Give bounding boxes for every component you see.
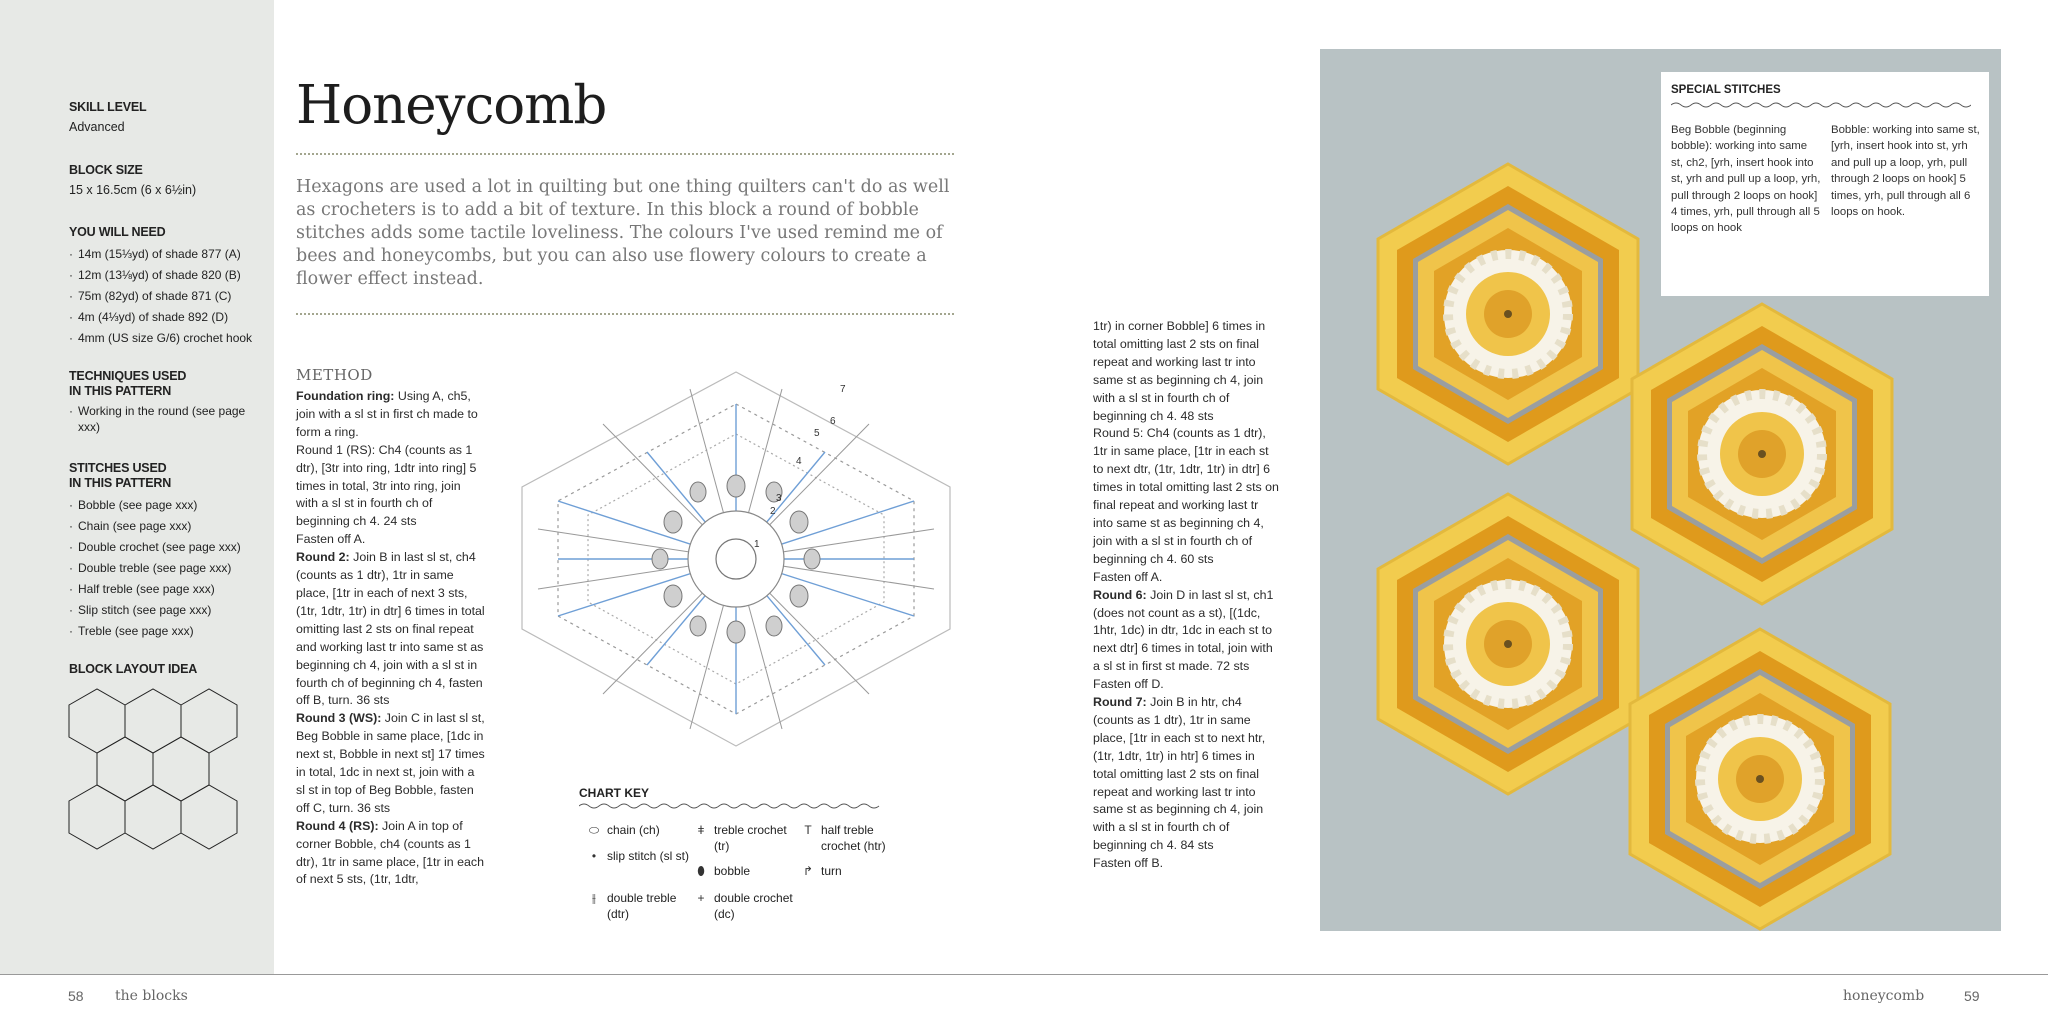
fasten-off-b: Fasten off B. [1093, 856, 1164, 871]
method-heading: METHOD [296, 366, 373, 384]
block-layout-heading: BLOCK LAYOUT IDEA [69, 662, 198, 676]
special-stitches-box [1661, 72, 1989, 296]
method-column-1 [296, 388, 486, 889]
block-layout-section [69, 662, 269, 677]
round-7-text: Join B in htr, ch4 (counts as 1 dtr), 1tr in same place, [1tr in each st to next htr, (1tr, 1dtr, 1tr) in htr] 6 times in total omitting last 2 sts on final repeat and working last tr into same st as beginning ch 4, join with a sl st in fourth ch of beginning ch 4. 84 sts [1093, 695, 1266, 853]
double-crochet-icon: + [697, 891, 705, 905]
key-half-treble: T half treble crochet (htr) [821, 822, 911, 854]
technique-item: · Working in the round (see page xxx) [69, 403, 254, 435]
round-7-label: Round 7: [1093, 695, 1147, 710]
slip-stitch-icon: • [591, 849, 597, 863]
you-will-need-section [69, 225, 269, 349]
round-1-text: Round 1 (RS): Ch4 (counts as 1 dtr), [3tr into ring, 1dtr into ring] 5 times in total, 3tr into ring, join with a sl st in fourth ch of beginning ch 4. 24 sts [296, 442, 477, 529]
chart-label: 4 [796, 456, 802, 467]
techniques-heading-2: IN THIS PATTERN [69, 384, 172, 398]
fasten-off-a-2: Fasten off A. [1093, 569, 1163, 584]
block-size-heading: BLOCK SIZE [69, 163, 143, 177]
round-5-text: Round 5: Ch4 (counts as 1 dtr), 1tr in same place, [1tr in each st to next dtr, (1tr, 1dtr, 1tr) in dtr] 6 times in total omitting last 2 sts on final repeat and working last tr into same st as beginning ch 4, join with a sl st in fourth ch of beginning ch 4. 60 sts [1093, 426, 1279, 566]
key-double-treble: ⫲ double treble (dtr) [607, 890, 697, 922]
footer-rule [0, 974, 2048, 975]
intro-paragraph: Hexagons are used a lot in quilting but one thing quilters can't do as well as crocheters is to add a bit of texture. In this block a round of bobble stitches adds some tactile loveliness. The colours I've used remind me of bees and honeycombs, but you can also use flowery colours to create a flower effect instead. [296, 177, 950, 289]
chart-label: 3 [776, 493, 782, 504]
techniques-section [69, 369, 269, 435]
stitch-item: · Chain (see page xxx) [69, 516, 269, 537]
beg-bobble-definition: Beg Bobble (beginning bobble): working into same st, ch2, [yrh, insert hook into st, yrh and pull up a loop, yrh, pull through 2 loops on hook] 4 times, yrh, pull through all 5 loops on hook [1671, 124, 1821, 235]
fasten-off-a: Fasten off A. [296, 532, 366, 547]
key-slip-stitch: • slip stitch (sl st) [607, 848, 697, 864]
wavy-underline [579, 801, 899, 811]
round-6-label: Round 6: [1093, 587, 1147, 602]
method-column-2 [1093, 318, 1279, 873]
bobble-icon: ⬮ [697, 864, 705, 878]
stitches-heading-1: STITCHES USED [69, 461, 167, 475]
need-item: · 14m (15⅓yd) of shade 877 (A) [69, 244, 269, 265]
need-item: · 12m (13⅛yd) of shade 820 (B) [69, 265, 269, 286]
footer-section-right: honeycomb [1843, 988, 1925, 1004]
round-2-label: Round 2: [296, 550, 350, 565]
stitches-heading-2: IN THIS PATTERN [69, 476, 172, 490]
special-stitches-title: SPECIAL STITCHES [1671, 84, 1781, 96]
chart-key-title: CHART KEY [579, 786, 650, 800]
stitch-item: · Treble (see page xxx) [69, 621, 269, 642]
stitch-item: · Bobble (see page xxx) [69, 495, 269, 516]
round-3-label: Round 3 (WS): [296, 711, 382, 726]
skill-level-heading: SKILL LEVEL [69, 100, 147, 114]
crochet-chart [514, 364, 958, 754]
round-2-text: Join B in last sl st, ch4 (counts as 1 dtr), 1tr in same place, [1tr in each of next 3 sts, (1tr, 1dtr, 1tr) in dtr] 6 times in total omitting last 2 sts on final repeat and working last tr into same st as beginning ch 4, join with a sl st in fourth ch of beginning ch 4, fasten off B, turn. 36 sts [296, 550, 485, 708]
key-chain: ⬭ chain (ch) [607, 822, 697, 838]
stitch-item: · Double crochet (see page xxx) [69, 537, 269, 558]
block-size-value: 15 x 16.5cm (6 x 6½in) [69, 183, 197, 197]
chart-label: 7 [840, 384, 846, 395]
stitches-section [69, 461, 269, 642]
need-item: · 4mm (US size G/6) crochet hook [69, 328, 269, 349]
treble-icon: ǂ [697, 823, 705, 837]
turn-arrow-icon: ↱ [802, 864, 814, 878]
chart-label: 1 [754, 539, 760, 550]
round-4-cont: 1tr) in corner Bobble] 6 times in total omitting last 2 sts on final repeat and working last tr into same st as beginning ch 4, join with a sl st in fourth ch of beginning ch 4. 48 sts [1093, 319, 1266, 423]
divider-bottom [296, 313, 954, 315]
foundation-text: Using A, ch5, join with a sl st in first ch made to form a ring. [296, 389, 478, 439]
need-item: · 75m (82yd) of shade 871 (C) [69, 286, 269, 307]
foundation-label: Foundation ring: [296, 389, 395, 403]
key-turn: ↱ turn [821, 863, 911, 879]
chain-icon: ⬭ [588, 823, 600, 837]
stitch-item: · Half treble (see page xxx) [69, 579, 269, 600]
wavy-underline [1671, 100, 1971, 110]
need-item: · 4m (4⅓yd) of shade 892 (D) [69, 307, 269, 328]
footer-section-left: the blocks [115, 988, 188, 1004]
round-3-text: Join C in last sl st, Beg Bobble in same place, [1dc in next st, Bobble in next st] 17 times in total, 1dc in next st, join with a sl st in top of Beg Bobble, fasten off C, turn. 36 sts [296, 711, 485, 815]
double-treble-icon: ⫲ [592, 891, 596, 905]
skill-level-value: Advanced [69, 120, 125, 134]
fasten-off-d: Fasten off D. [1093, 677, 1164, 692]
block-size-section [69, 163, 269, 199]
half-treble-icon: T [804, 823, 812, 837]
skill-level-section [69, 100, 269, 136]
stitch-item: · Double treble (see page xxx) [69, 558, 269, 579]
round-4-text: Join A in top of corner Bobble, ch4 (counts as 1 dtr), 1tr in same place, [1tr in each of next 5 sts, (1tr, 1dtr, [296, 818, 485, 887]
key-double-crochet: + double crochet (dc) [714, 890, 804, 922]
stitch-item: · Slip stitch (see page xxx) [69, 600, 269, 621]
key-treble: ǂ treble crochet (tr) [714, 822, 804, 854]
chart-key [579, 786, 899, 811]
round-4-label: Round 4 (RS): [296, 818, 379, 833]
round-6-text: Join D in last sl st, ch1 (does not count as a st), [(1dc, 1htr, 1dc) in dtr, 1dc in each st to next dtr] 6 times in total, join with a sl st in first st made. 72 sts [1093, 587, 1274, 674]
techniques-heading-1: TECHNIQUES USED [69, 369, 187, 383]
page-title: Honeycomb [296, 75, 607, 136]
page-number-left: 58 [68, 988, 84, 1004]
block-layout-diagram [68, 684, 244, 854]
key-bobble: ⬮ bobble [714, 863, 804, 879]
bobble-definition: Bobble: working into same st, [yrh, insert hook into st, yrh and pull up a loop, yrh, pull through 2 loops on hook] 5 times, yrh, pull through all 6 loops on hook. [1831, 124, 1980, 219]
chart-label: 6 [830, 416, 836, 427]
divider-top [296, 153, 954, 155]
chart-label: 2 [770, 506, 776, 517]
chart-label: 5 [814, 428, 820, 439]
page-number-right: 59 [1964, 988, 1980, 1004]
you-will-need-heading: YOU WILL NEED [69, 225, 166, 239]
